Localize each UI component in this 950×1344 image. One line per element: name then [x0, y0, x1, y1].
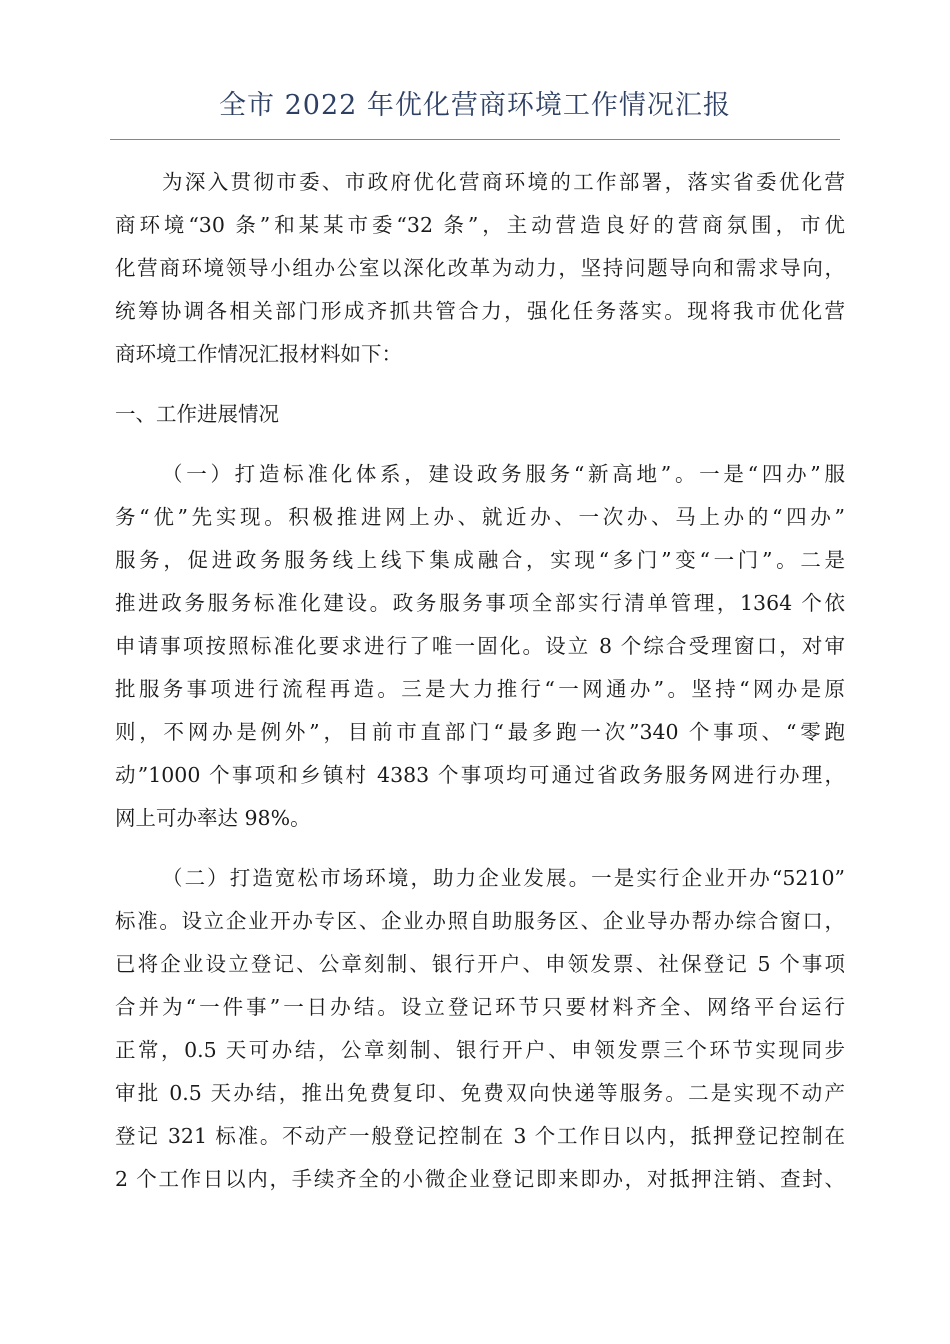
section2-line: 审批 0.5 天办结，推出免费复印、免费双向快递等服务。二是实现不动产	[115, 1081, 845, 1105]
intro-line: 化营商环境领导小组办公室以深化改革为动力，坚持问题导向和需求导向，	[115, 256, 845, 280]
section1-line: 动”1000 个事项和乡镇村 4383 个事项均可通过省政务服务网进行办理，	[115, 763, 845, 787]
intro-line: 为深入贯彻市委、市政府优化营商环境的工作部署，落实省委优化营	[162, 170, 845, 194]
section2-line: （二）打造宽松市场环境，助力企业发展。一是实行企业开办“5210”	[162, 866, 845, 890]
section2-line: 正常，0.5 天可办结，公章刻制、银行开户、申领发票三个环节实现同步	[115, 1038, 845, 1062]
section1-line: （一）打造标准化体系，建设政务服务“新高地”。一是“四办”服	[162, 462, 845, 486]
section1-line: 批服务事项进行流程再造。三是大力推行“一网通办”。坚持“网办是原	[115, 677, 845, 701]
section1-line: 服务，促进政务服务线上线下集成融合，实现“多门”变“一门”。二是	[115, 548, 845, 572]
section1-line: 则，不网办是例外”，目前市直部门“最多跑一次”340 个事项、“零跑	[115, 720, 845, 744]
section1-line: 申请事项按照标准化要求进行了唯一固化。设立 8 个综合受理窗口，对审	[115, 634, 845, 658]
section2-line: 标准。设立企业开办专区、企业办照自助服务区、企业导办帮办综合窗口，	[115, 909, 845, 933]
section1-line: 网上可办率达 98%。	[115, 806, 311, 830]
section-heading: 一、工作进展情况	[115, 402, 279, 426]
document-title: 全市 2022 年优化营商环境工作情况汇报	[219, 90, 731, 121]
section2-line: 合并为“一件事”一日办结。设立登记环节只要材料齐全、网络平台运行	[115, 995, 845, 1019]
section1-line: 推进政务服务标准化建设。政务服务事项全部实行清单管理，1364 个依	[115, 591, 845, 615]
intro-line: 商环境“30 条”和某某市委“32 条”，主动营造良好的营商氛围，市优	[115, 213, 845, 237]
intro-line: 统筹协调各相关部门形成齐抓共管合力，强化任务落实。现将我市优化营	[115, 299, 845, 323]
section2-line: 登记 321 标准。不动产一般登记控制在 3 个工作日以内，抵押登记控制在	[115, 1124, 845, 1148]
document-body	[115, 0, 845, 1344]
section2-line: 已将企业设立登记、公章刻制、银行开户、申领发票、社保登记 5 个事项	[115, 952, 845, 976]
section2-line: 2 个工作日以内，手续齐全的小微企业登记即来即办，对抵押注销、查封、	[115, 1167, 845, 1191]
intro-line: 商环境工作情况汇报材料如下：	[115, 342, 402, 366]
section1-line: 务“优”先实现。积极推进网上办、就近办、一次办、马上办的“四办”	[115, 505, 845, 529]
